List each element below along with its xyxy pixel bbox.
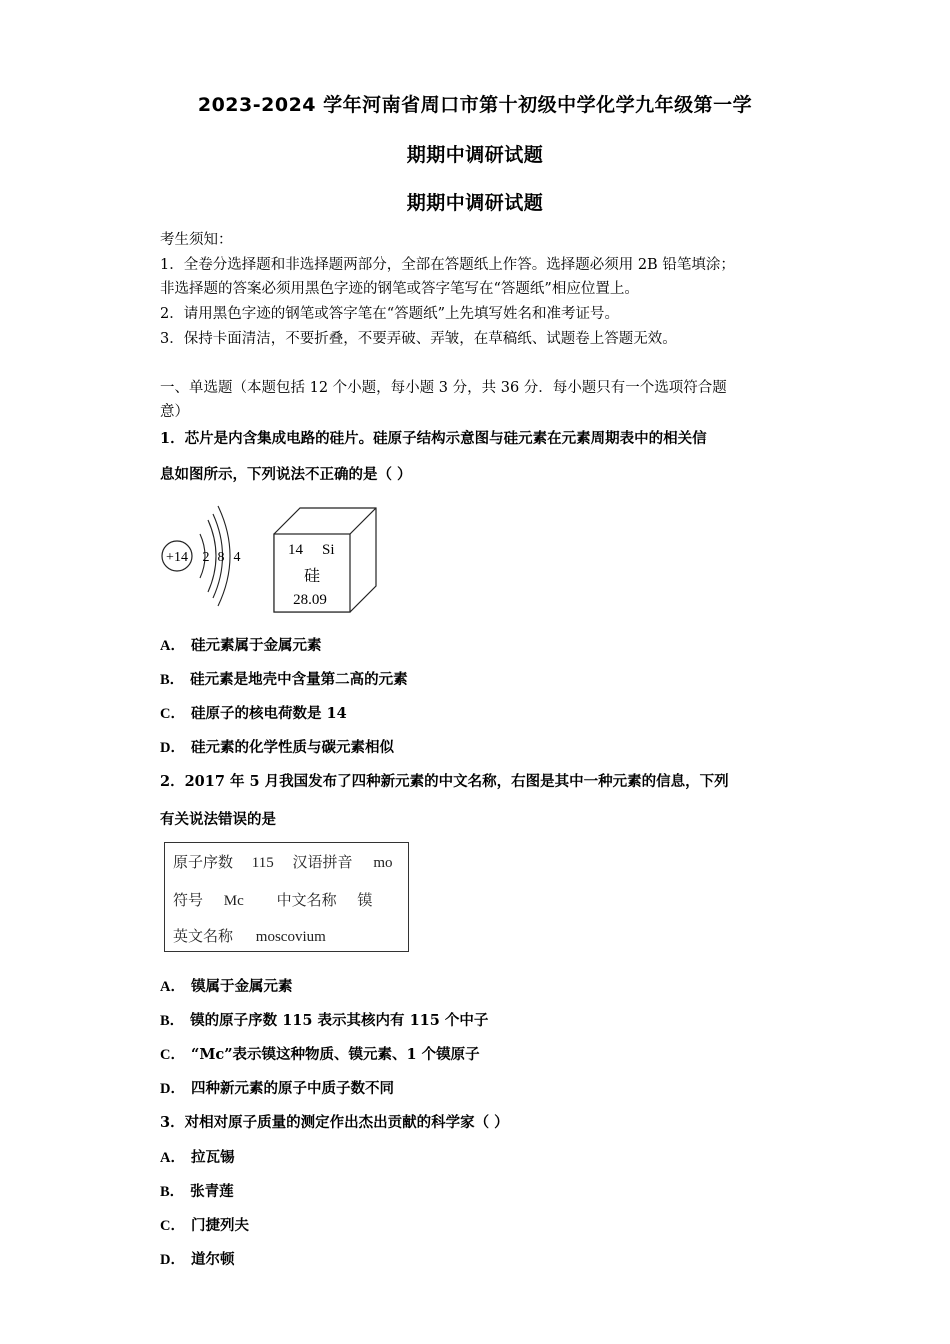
- q2-option-c: C． “Mc”表示镆这种物质、镆元素、1 个镆原子: [160, 1046, 480, 1063]
- q1-stem-line-2: 息如图所示，下列说法不正确的是（ ）: [160, 466, 412, 483]
- q3-option-a: A． 拉瓦锡: [160, 1149, 235, 1166]
- q3-option-d: D． 道尔顿: [160, 1251, 235, 1268]
- q2-option-a: A． 镆属于金属元素: [160, 978, 293, 995]
- notice-item-1: 1．全卷分选择题和非选择题两部分，全部在答题纸上作答。选择题必须用 2B 铅笔填涂；: [160, 257, 735, 273]
- info-row-2: 符号 Mc 中文名称 镆: [173, 891, 373, 909]
- element-symbol: Si: [322, 542, 335, 558]
- notice-item-3: 3．保持卡面清洁，不要折叠，不要弄破、弄皱，在草稿纸、试题卷上答题无效。: [160, 331, 677, 347]
- q3-stem: 3．对相对原子质量的测定作出杰出贡献的科学家（ ）: [160, 1114, 509, 1131]
- q1-option-a: A． 硅元素属于金属元素: [160, 637, 322, 654]
- q2-stem-line-1: 2．2017 年 5 月我国发布了四种新元素的中文名称，右图是其中一种元素的信息，下列: [160, 773, 729, 790]
- q2-stem-line-2: 有关说法错误的是: [160, 811, 276, 828]
- title-line-2: 期期中调研试题: [406, 144, 544, 166]
- q3-option-c: C． 门捷列夫: [160, 1217, 249, 1234]
- atom-nucleus-label: +14: [166, 550, 188, 565]
- q1-stem-line-1: 1．芯片是内含集成电路的硅片。硅原子结构示意图与硅元素在元素周期表中的相关信: [160, 430, 707, 447]
- shell-2-count: 8: [217, 550, 225, 565]
- notice-heading: 考生须知：: [160, 232, 233, 248]
- q1-option-c: C． 硅原子的核电荷数是 14: [160, 705, 347, 722]
- q1-option-b: B． 硅元素是地壳中含量第二高的元素: [160, 671, 408, 688]
- info-row-3: 英文名称 moscovium: [173, 927, 326, 945]
- section-heading-cont: 意）: [160, 404, 189, 420]
- element-mass: 28.09: [293, 592, 327, 608]
- q2-option-b: B． 镆的原子序数 115 表示其核内有 115 个中子: [160, 1012, 489, 1029]
- info-row-1: 原子序数 115 汉语拼音 mo: [173, 853, 393, 871]
- shell-1-count: 2: [202, 550, 210, 565]
- section-heading: 一、单选题（本题包括 12 个小题，每小题 3 分，共 36 分．每小题只有一个选项符合题: [160, 380, 727, 396]
- q1-option-d: D． 硅元素的化学性质与碳元素相似: [160, 739, 394, 756]
- shell-3-count: 4: [233, 550, 241, 565]
- element-atomic-number: 14: [288, 542, 303, 558]
- element-name: 硅: [303, 566, 321, 585]
- silicon-atom-diagram: [158, 500, 248, 612]
- silicon-element-cell: [270, 506, 380, 614]
- q2-option-d: D． 四种新元素的原子中质子数不同: [160, 1080, 394, 1097]
- title-line-3: 期期中调研试题: [406, 192, 544, 214]
- title-line-1: 2023-2024 学年河南省周口市第十初级中学化学九年级第一学: [197, 94, 753, 116]
- moscovium-info-table: [164, 842, 409, 952]
- notice-item-1b: 非选择题的答案必须用黑色字迹的钢笔或答字笔写在“答题纸”相应位置上。: [160, 281, 639, 297]
- notice-item-2: 2．请用黑色字迹的钢笔或答字笔在“答题纸”上先填写姓名和准考证号。: [160, 306, 620, 322]
- q3-option-b: B． 张青莲: [160, 1183, 234, 1200]
